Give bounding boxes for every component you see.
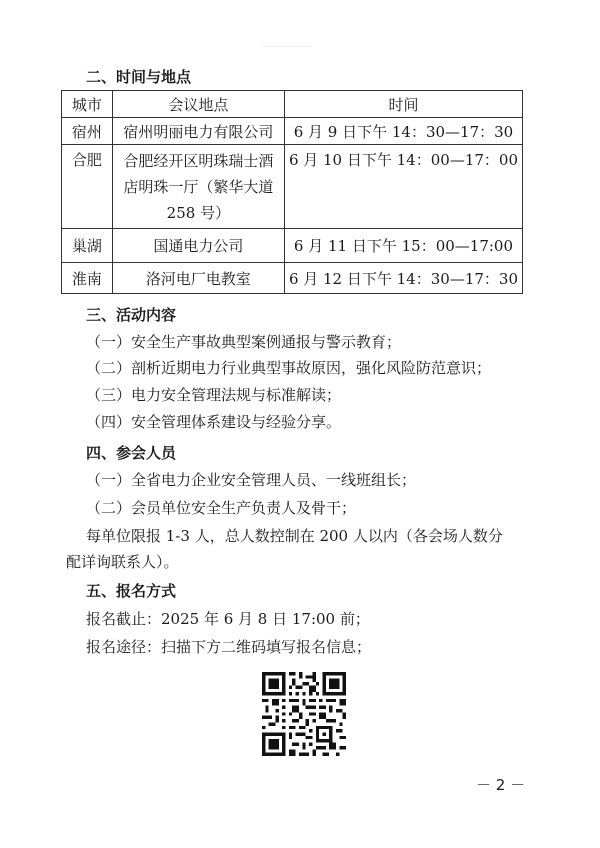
header-time: 时间 — [284, 91, 522, 118]
header-city: 城市 — [62, 91, 113, 118]
table-header-row — [62, 91, 523, 118]
cell-city: 巢湖 — [62, 229, 113, 263]
section-2-heading: 二、时间与地点 — [86, 68, 192, 86]
attendee-item: （一）全省电力企业安全管理人员、一线班组长； — [86, 471, 417, 489]
table-row — [62, 145, 523, 229]
activity-item: （二）剖析近期电力行业典型事故原因，强化风险防范意识； — [86, 359, 492, 377]
cell-time: 6 月 10 日下午 14：00—17：00 — [284, 145, 522, 229]
attendee-quota-note-continued: 配详询联系人）。 — [66, 553, 179, 571]
registration-qr-code-icon[interactable] — [262, 672, 346, 756]
cell-city: 合肥 — [62, 145, 113, 229]
cell-place: 国通电力公司 — [112, 229, 284, 263]
section-4-heading: 四、参会人员 — [86, 444, 177, 462]
top-margin-mark — [262, 46, 312, 47]
cell-time: 6 月 9 日下午 14：30—17：30 — [284, 118, 522, 145]
cell-city: 宿州 — [62, 118, 113, 145]
cell-time: 6 月 12 日下午 14：30—17：30 — [284, 263, 522, 294]
table-row — [62, 229, 523, 263]
activity-item: （一）安全生产事故典型案例通报与警示教育； — [86, 333, 402, 351]
venue-schedule-table — [61, 90, 523, 294]
cell-place: 宿州明丽电力有限公司 — [112, 118, 284, 145]
attendee-quota-note: 每单位限报 1-3 人，总人数控制在 200 人以内（各会场人数分 — [86, 527, 503, 545]
page-number: － 2 － — [476, 776, 526, 794]
cell-city: 淮南 — [62, 263, 113, 294]
registration-method: 报名途径：扫描下方二维码填写报名信息； — [86, 638, 372, 656]
cell-place: 洛河电厂电教室 — [112, 263, 284, 294]
attendee-item: （二）会员单位安全生产负责人及骨干； — [86, 499, 357, 517]
table-row — [62, 263, 523, 294]
section-5-heading: 五、报名方式 — [86, 582, 177, 600]
table-row — [62, 118, 523, 145]
registration-deadline: 报名截止：2025 年 6 月 8 日 17:00 前； — [86, 610, 370, 628]
cell-place: 合肥经开区明珠瑞士酒店明珠一厅（繁华大道 258 号） — [112, 145, 284, 229]
header-place: 会议地点 — [112, 91, 284, 118]
activity-item: （三）电力安全管理法规与标准解读； — [86, 386, 342, 404]
activity-item: （四）安全管理体系建设与经验分享。 — [86, 413, 342, 431]
cell-time: 6 月 11 日下午 15：00—17:00 — [284, 229, 522, 263]
section-3-heading: 三、活动内容 — [86, 306, 177, 324]
